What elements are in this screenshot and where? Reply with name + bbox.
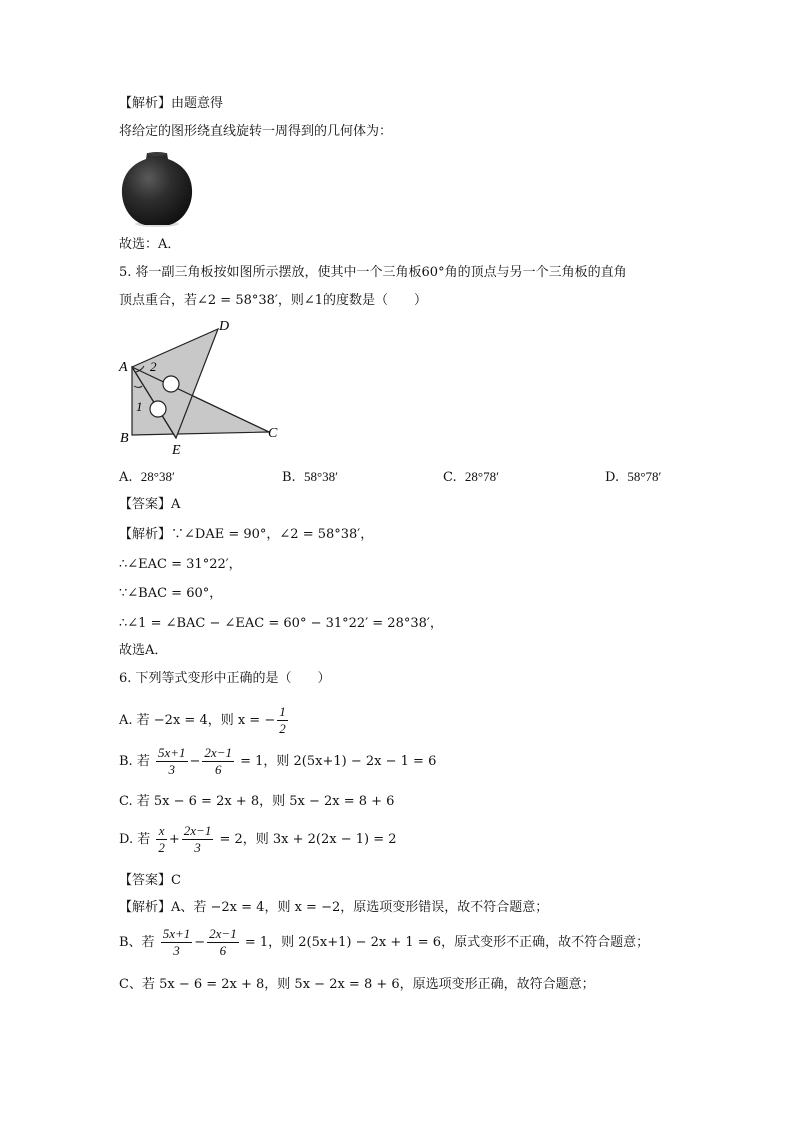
fraction: $\frac{2x-1}{6}$ [204, 745, 232, 777]
choose-line: 故选：A． [119, 237, 181, 252]
q5-analysis-1: 【解析】∵∠DAE = 90°，∠2 = 58°38′， [119, 527, 374, 542]
fraction: $\frac{5x+1}{3}$ [162, 926, 191, 958]
q5-choose: 故选A． [119, 643, 168, 658]
label-2: 2 [150, 359, 157, 374]
fraction: $\frac{1}{2}$ [279, 704, 286, 736]
q5-stem-line1: 5. 将一副三角板按如图所示摆放，使其中一个三角板60°角的顶点与另一个三角板的直角 [119, 265, 627, 280]
q5-analysis-3: ∵∠BAC = 60°， [119, 586, 223, 601]
q5-stem-line2: 顶点重合，若∠2 = 58°38′，则∠1的度数是（ ） [119, 293, 428, 308]
fraction: $\frac{2x-1}{3}$ [183, 823, 212, 855]
hole-2 [150, 401, 166, 417]
q6-analysis-a: 【解析】A、若 −2x = 4，则 x = −2，原选项变形错误，故不符合题意； [119, 900, 549, 915]
analysis-heading: 【解析】由题意得 [119, 96, 224, 111]
q5-option-b[interactable]: B. 58°38′ [282, 469, 338, 485]
q6-option-d[interactable]: D. 若 $\frac{x}{2}$ + $\frac{2x-1}{3}$ = 2，则 3x + 2(2x − 1) = 2 [119, 823, 397, 855]
q6-analysis-b: B、若 $\frac{5x+1}{3}$ − $\frac{2x-1}{6}$ = 1，则 2(5x+1) − 2x + 1 = 6，原式变形不正确，故不符合题意； [119, 926, 650, 958]
q6-option-a[interactable]: A. 若 −2x = 4，则 x = − $\frac{1}{2}$ [119, 704, 286, 736]
q5-analysis-2: ∴∠EAC = 31°22′， [119, 557, 242, 572]
q5-option-d[interactable]: D. 58°78′ [605, 469, 662, 485]
label-C: C [268, 426, 278, 441]
q6-answer: 【答案】C [119, 873, 181, 888]
q6-stem: 6. 下列等式变形中正确的是（ ） [119, 671, 331, 686]
label-B: B [120, 431, 129, 446]
vase-image [119, 150, 195, 228]
fraction: $\frac{x}{2}$ [158, 823, 165, 855]
q6-option-b[interactable]: B. 若 $\frac{5x+1}{3}$ − $\frac{2x-1}{6}$ = 1，则 2(5x+1) − 2x − 1 = 6 [119, 745, 437, 777]
q5-analysis-4: ∴∠1 = ∠BAC − ∠EAC = 60° − 31°22′ = 28°38′， [119, 616, 443, 631]
q6-option-c[interactable]: C. 若 5x − 6 = 2x + 8，则 5x − 2x = 8 + 6 [119, 794, 395, 809]
q5-option-c[interactable]: C. 28°78′ [443, 469, 499, 485]
fraction: $\frac{2x-1}{6}$ [209, 926, 237, 958]
label-A: A [119, 360, 128, 375]
fraction: $\frac{5x+1}{3}$ [157, 745, 186, 777]
rotation-text: 将给定的图形绕直线旋转一周得到的几何体为： [119, 124, 393, 139]
label-1: 1 [136, 399, 143, 414]
triangle-figure [112, 316, 292, 458]
q5-answer: 【答案】A [119, 497, 181, 512]
label-E: E [172, 443, 181, 458]
q6-analysis-c: C、若 5x − 6 = 2x + 8，则 5x − 2x = 8 + 6，原选项变形正确，故符合题意； [119, 977, 595, 992]
hole-1 [163, 376, 179, 392]
label-D: D [219, 319, 230, 334]
q5-option-a[interactable]: A. 28°38′ [119, 469, 175, 485]
